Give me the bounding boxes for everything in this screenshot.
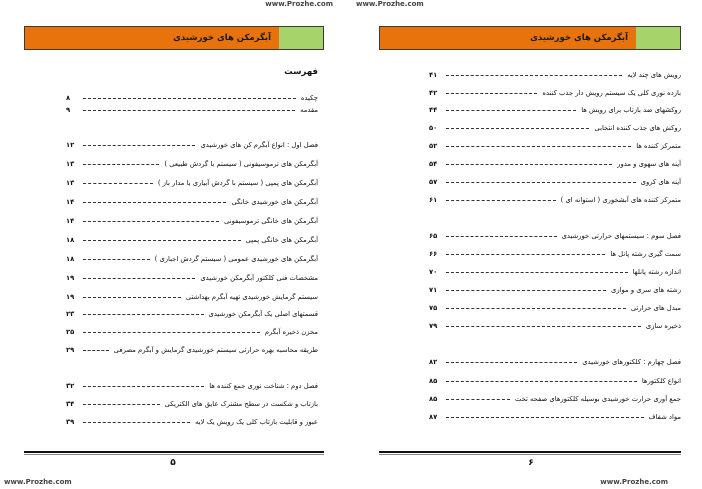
toc-entry-page: ۱۳	[66, 179, 75, 187]
dot-leader	[83, 110, 295, 111]
toc-entry[interactable]	[429, 354, 681, 366]
toc-entry[interactable]	[429, 156, 681, 168]
toc-entry[interactable]	[429, 409, 681, 421]
header-bar	[379, 26, 681, 50]
toc-entry-page: ۲۳	[66, 310, 75, 318]
header-green-block	[279, 27, 323, 49]
toc-entry-title: آبگرمکن های ترموسیفونی ( سیستم با گردش طبیعی )	[164, 160, 318, 168]
toc-entry-page: ۷۹	[429, 322, 438, 330]
toc-entry[interactable]	[66, 194, 318, 206]
toc-entry-page: ۶۵	[429, 232, 438, 240]
watermark-bottom: www.Prozhe.com	[600, 478, 668, 486]
dot-leader	[83, 183, 153, 184]
toc-entry-page: ۷۵	[429, 304, 438, 312]
dot-leader	[446, 326, 641, 327]
toc-entry-page: ۵۷	[429, 178, 438, 186]
dot-leader	[446, 93, 537, 94]
dot-leader	[446, 362, 577, 363]
toc-entry-page: ۳۴	[66, 400, 75, 408]
toc-entry[interactable]	[66, 324, 318, 336]
toc-entry-title: قسمتهای اصلی یک آبگرمکن خورشیدی	[208, 310, 318, 318]
toc-entry[interactable]	[66, 378, 318, 390]
dot-leader	[446, 128, 589, 129]
toc-entry-title: آبگرمکن های خورشیدی خانگی	[231, 198, 318, 206]
toc-entry[interactable]	[66, 175, 318, 187]
toc-entry[interactable]	[429, 300, 681, 312]
toc-entry-title: آبگرمکن های خانگی پمپی	[245, 236, 318, 244]
toc-entry[interactable]	[429, 246, 681, 258]
toc-entry[interactable]	[429, 391, 681, 403]
toc-entry[interactable]	[429, 373, 681, 385]
toc-entry-title: ذخیره سازی	[645, 322, 681, 330]
toc-entry-title: روکشهای ضد بازتاب برای رویش ها	[581, 106, 681, 114]
dot-leader	[83, 350, 109, 351]
toc-entry-title: سیستم گرمایش خورشیدی تهیه آبگرم بهداشتی	[185, 293, 318, 301]
page-number: ۵	[170, 458, 176, 468]
toc-entry-page: ۵۴	[429, 160, 438, 168]
dot-leader	[446, 182, 636, 183]
toc-entry-page: ۸	[66, 94, 71, 102]
toc-entry-title: آبگرمکن های خانگی ترموسیفونی	[224, 217, 318, 225]
dot-leader	[83, 278, 195, 279]
toc-entry-title: سمت گیری رشته پانل ها	[610, 250, 681, 258]
toc-entry[interactable]	[66, 232, 318, 244]
toc-entry-title: رویش های چند لایه	[627, 71, 681, 79]
toc-entry-page: ۴۱	[429, 71, 438, 79]
dot-leader	[83, 145, 195, 146]
toc-entry-title: روکش های جذب کننده انتخابی	[594, 124, 681, 132]
toc-entry[interactable]	[66, 213, 318, 225]
dot-leader	[446, 164, 612, 165]
toc-entry[interactable]	[429, 174, 681, 186]
toc-entry-title: آینه های سهوی و مدور	[617, 160, 681, 168]
dot-leader	[83, 386, 204, 387]
dot-leader	[83, 314, 204, 315]
dot-leader	[446, 236, 557, 237]
toc-entry-title: مشخصات فنی کلکتور آبگرمکن خورشیدی	[200, 274, 318, 282]
toc-entry-title: انواع کلکتورها	[641, 377, 681, 385]
dot-leader	[446, 290, 606, 291]
dot-leader	[83, 98, 296, 99]
toc-entry-title: بازتاب و شکست در سطح مشترک عایق های الکتریکی	[164, 400, 318, 408]
toc-entry[interactable]	[429, 102, 681, 114]
toc-entry-title: متمرکز کننده های آبشخوری ( استوانه ای )	[560, 196, 681, 204]
toc-entry-title: مخزن ذخیره آبگرم	[264, 328, 318, 336]
dot-leader	[83, 404, 160, 405]
toc-entry-page: ۳۹	[66, 418, 75, 426]
toc-entry[interactable]	[429, 67, 681, 79]
toc-entry-title: طریقه محاسبه بهره حرارتی سیستم خورشیدی گرمایش و آبگرم مصرفی	[113, 346, 318, 354]
dot-leader	[446, 308, 626, 309]
toc-entry[interactable]	[429, 264, 681, 276]
toc-entry-page: ۱۴	[66, 217, 75, 225]
toc-entry-title: فصل چهارم : کلکتورهای خورشیدی	[582, 358, 681, 366]
toc-entry-title: آبگرمکن های پمپی ( سیستم با گردش آبیاری یا مدار باز )	[157, 179, 318, 187]
dot-leader	[83, 240, 241, 241]
dot-leader	[446, 381, 637, 382]
toc-entry[interactable]	[66, 396, 318, 408]
toc-entry-page: ۴۲	[429, 89, 438, 97]
watermark-top: www.Prozhe.com	[265, 0, 333, 8]
toc-entry[interactable]	[429, 228, 681, 240]
toc-entry-page: ۹	[66, 106, 71, 114]
dot-leader	[446, 254, 605, 255]
toc-entry-page: ۵۲	[429, 142, 438, 150]
toc-entry-title: مبدل های حرارتی	[630, 304, 681, 312]
toc-entry-page: ۶۶	[429, 250, 438, 258]
toc-entry[interactable]	[66, 414, 318, 426]
toc-entry-page: ۷۰	[429, 268, 438, 276]
toc-entry-page: ۸۲	[429, 358, 438, 366]
page-number: ۶	[528, 458, 534, 468]
toc-entry[interactable]	[66, 306, 318, 318]
dot-leader	[83, 259, 150, 260]
toc-entry-title: آبگرمکن های خورشیدی عمومی ( سیستم گردش اجباری )	[154, 255, 318, 263]
toc-entry-page: ۵۰	[429, 124, 438, 132]
toc-entry-page: ۳۲	[66, 382, 75, 390]
toc-entry-title: فصل دوم : شناخت نوری جمع کننده ها	[209, 382, 318, 390]
toc-entry[interactable]	[66, 156, 318, 168]
toc-entry-page: ۱۹	[66, 274, 75, 282]
dot-leader	[83, 164, 159, 165]
toc-entry[interactable]	[429, 318, 681, 330]
dot-leader	[83, 422, 190, 423]
toc-entry-page: ۱۹	[66, 293, 75, 301]
header-bar	[24, 26, 324, 50]
dot-leader	[83, 332, 260, 333]
toc-entry-title: آینه های کروی	[640, 178, 681, 186]
toc-entry-page: ۷۱	[429, 286, 438, 294]
dot-leader	[83, 297, 181, 298]
toc-entry-title: جمع آوری حرارت خورشیدی بوسیله کلکتورهای صفحه تخت	[514, 395, 681, 403]
toc-entry[interactable]	[429, 85, 681, 97]
dot-leader	[446, 200, 556, 201]
dot-leader	[446, 110, 576, 111]
header-orange-band	[380, 27, 636, 49]
header-orange-band	[25, 27, 279, 49]
dot-leader	[83, 202, 226, 203]
dot-leader	[446, 75, 622, 76]
toc-entry-title: فصل سوم : سیستمهای حرارتی خورشیدی	[561, 232, 681, 240]
toc-entry[interactable]	[66, 289, 318, 301]
toc-entry-page: ۱۸	[66, 236, 75, 244]
toc-entry[interactable]	[66, 90, 318, 102]
toc-entry[interactable]	[66, 102, 318, 114]
toc-entry-title: رشته های سری و موازی	[611, 286, 681, 294]
toc-entry-page: ۴۴	[429, 106, 438, 114]
toc-entry-title: مقدمه	[300, 106, 318, 114]
toc-heading: فهرست	[284, 67, 318, 77]
toc-entry-title: بازده نوری کلی یک سیستم رویش دار جذب کننده	[542, 89, 681, 97]
watermark-top: www.Prozhe.com	[356, 0, 424, 8]
watermark-bottom: www.Prozhe.com	[4, 478, 72, 486]
dot-leader	[446, 146, 631, 147]
toc-entry[interactable]	[429, 138, 681, 150]
toc-entry-title: عبور و قابلیت بازتاب کلی یک رویش یک لایه	[195, 418, 318, 426]
footer-rule	[379, 451, 681, 453]
header-green-block	[636, 27, 680, 49]
toc-entry-page: ۱۲	[66, 141, 75, 149]
toc-entry[interactable]	[66, 137, 318, 149]
toc-entry-page: ۸۷	[429, 413, 438, 421]
toc-entry-title: چکیده	[300, 94, 318, 102]
dot-leader	[83, 221, 219, 222]
dot-leader	[446, 417, 644, 418]
footer-rule	[24, 451, 324, 453]
toc-entry[interactable]	[66, 270, 318, 282]
toc-entry-title: متمرکز کننده ها	[636, 142, 681, 150]
toc-entry[interactable]	[429, 282, 681, 294]
dot-leader	[446, 399, 510, 400]
dot-leader	[446, 272, 628, 273]
toc-entry[interactable]	[66, 342, 318, 354]
right-page	[351, 0, 702, 489]
toc-entry-title: فصل اول : انواع آبگرم کن های خورشیدی	[200, 141, 318, 149]
header-title: آبگرمکن های خورشیدی	[173, 33, 271, 43]
toc-entry-page: ۱۸	[66, 255, 75, 263]
toc-entry-page: ۶۱	[429, 196, 438, 204]
toc-entry[interactable]	[429, 192, 681, 204]
toc-entry-page: ۸۵	[429, 377, 438, 385]
toc-entry-page: ۲۹	[66, 346, 75, 354]
header-title: آبگرمکن های خورشیدی	[530, 33, 628, 43]
toc-entry-page: ۸۵	[429, 395, 438, 403]
toc-entry-page: ۱۴	[66, 198, 75, 206]
toc-entry-title: مواد شفاف	[648, 413, 681, 421]
toc-entry-page: ۲۵	[66, 328, 75, 336]
toc-entry-title: اندازه رشته پانلها	[632, 268, 681, 276]
toc-entry[interactable]	[429, 120, 681, 132]
toc-entry[interactable]	[66, 251, 318, 263]
toc-entry-page: ۱۳	[66, 160, 75, 168]
